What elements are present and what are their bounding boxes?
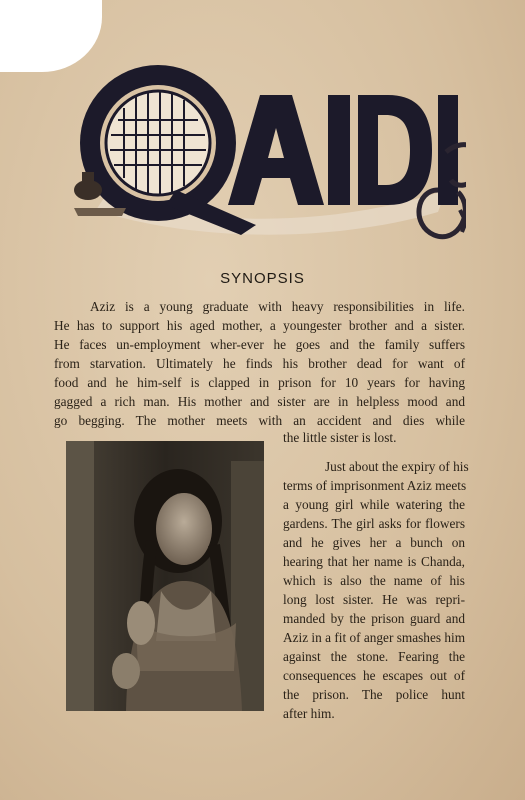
text-line: the little sister is lost. (283, 430, 397, 445)
text-line: go begging. The mother meets with an accident and dies while (54, 413, 465, 428)
text-line: consequences he escapes out of (283, 668, 465, 683)
text-line: which is also the name of his (283, 573, 465, 588)
text-line: against the stone. Fearing the (283, 649, 465, 664)
text-line: He faces un-employment wher-ever he goes and the family suffers (54, 337, 465, 352)
text-line: the prison. The police hunt (283, 687, 465, 702)
logo-title-text: QAIDI (66, 40, 69, 41)
qaidi-title-logo (66, 40, 466, 250)
synopsis-heading: SYNOPSIS (220, 270, 305, 287)
actress-photo (66, 441, 264, 711)
prison-bars-icon (106, 91, 210, 195)
text-line: Aziz in a fit of anger smashes him (283, 630, 466, 645)
text-line: long lost sister. He was repri- (283, 592, 465, 607)
text-line: He has to support his aged mother, a youngester brother and a sister. (54, 318, 465, 333)
text-line: from starvation. Ultimately he finds his brother dead for want of (54, 356, 465, 371)
text-line: and he gives her a bunch on (283, 535, 465, 550)
text-line: gagged a rich man. His mother and sister are in helpless mood and (54, 394, 465, 409)
title-letters (228, 95, 458, 205)
text-line: after him. (283, 706, 335, 721)
text-line: Just about the expiry of his (325, 459, 469, 474)
text-line: food and he him-self is clapped in prison for 10 years for having (54, 375, 465, 390)
text-line: Aziz is a young graduate with heavy responsibilities in life. (90, 299, 465, 314)
text-line: terms of imprisonment Aziz meets (283, 478, 467, 493)
text-line: hearing that her name is Chanda, (283, 554, 465, 569)
text-line: gardens. The girl asks for flowers (283, 516, 465, 531)
text-line: manded by the prison guard and (283, 611, 465, 626)
text-line: a young girl while watering the (283, 497, 465, 512)
